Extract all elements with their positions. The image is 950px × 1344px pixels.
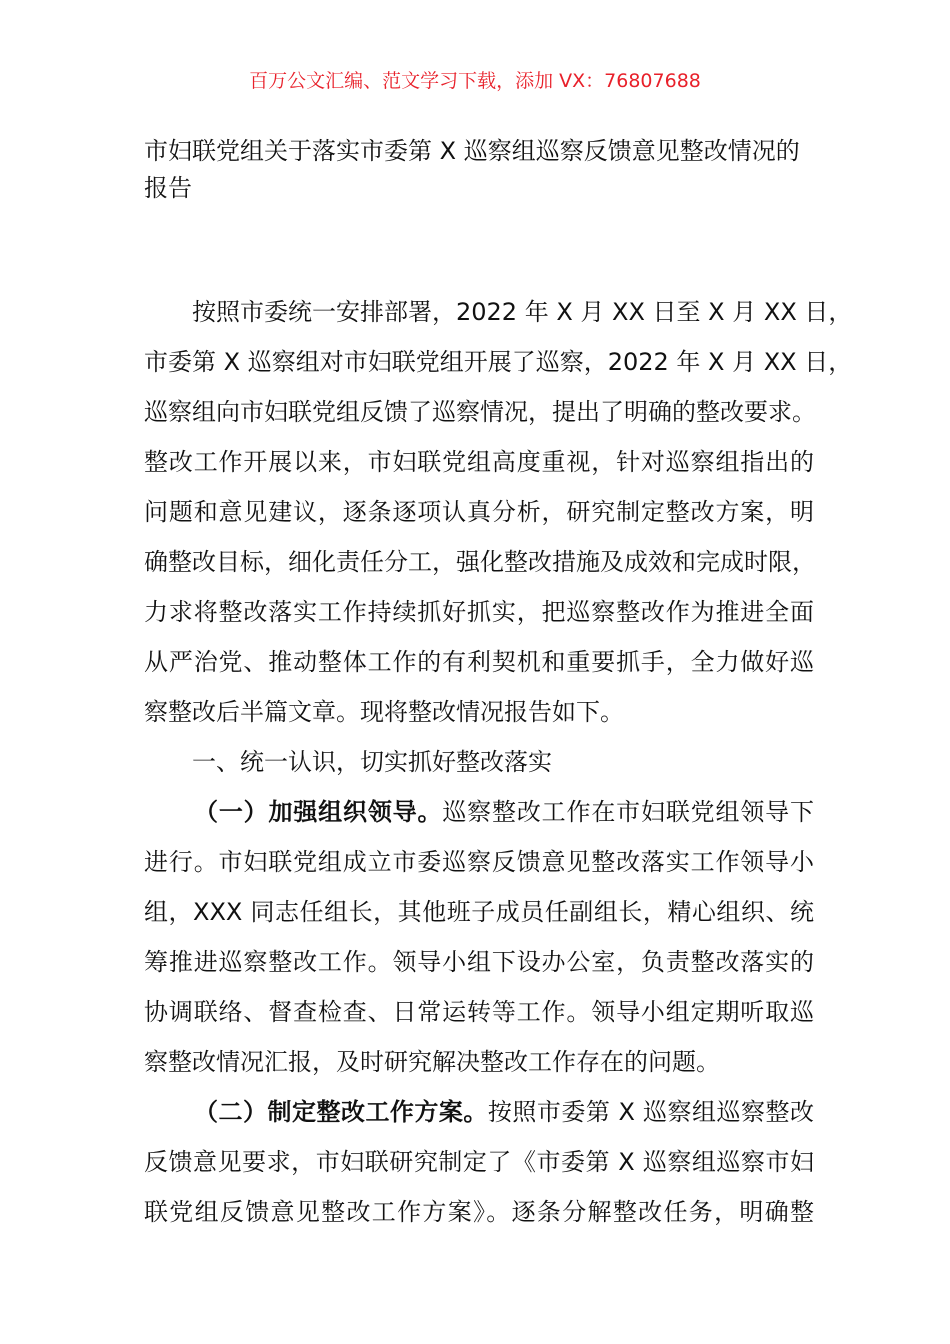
paragraph-line: 市委第 X 巡察组对市妇联党组开展了巡察，2022 年 X 月 XX 日， bbox=[144, 348, 853, 376]
intro-paragraph bbox=[144, 287, 853, 737]
paragraph-line: 组，XXX 同志任组长，其他班子成员任副组长，精心组织、统 bbox=[144, 898, 814, 926]
paragraph-line: 确整改目标，细化责任分工，强化整改措施及成效和完成时限， bbox=[144, 548, 816, 576]
subsection-lead-bold: （一）加强组织领导。 bbox=[194, 798, 443, 826]
title-line: 报告 bbox=[144, 174, 192, 202]
title-spacer bbox=[144, 207, 814, 287]
paragraph-line: 从严治党、推动整体工作的有利契机和重要抓手，全力做好巡 bbox=[144, 648, 814, 676]
paragraph-line: 反馈意见要求，市妇联研究制定了《市委第 X 巡察组巡察市妇 bbox=[144, 1148, 814, 1176]
paragraph-line: 察整改情况汇报，及时研究解决整改工作存在的问题。 bbox=[144, 1048, 720, 1076]
section-heading-1 bbox=[144, 737, 814, 787]
paragraph-line bbox=[144, 1087, 814, 1137]
paragraph-line bbox=[144, 787, 814, 837]
subsection-rectification-plan bbox=[144, 1087, 814, 1237]
document-page bbox=[144, 126, 853, 1237]
watermark-header: 百万公文汇编、范文学习下载，添加 VX：76807688 bbox=[249, 70, 701, 92]
paragraph-line: 筹推进巡察整改工作。领导小组下设办公室，负责整改落实的 bbox=[144, 948, 814, 976]
paragraph-line: 协调联络、督查检查、日常运转等工作。领导小组定期听取巡 bbox=[144, 998, 814, 1026]
paragraph-line: 巡察组向市妇联党组反馈了巡察情况，提出了明确的整改要求。 bbox=[144, 398, 816, 426]
title-line: 市妇联党组关于落实市委第 X 巡察组巡察反馈意见整改情况的 bbox=[144, 137, 800, 165]
section-heading-text: 一、统一认识，切实抓好整改落实 bbox=[192, 748, 552, 776]
paragraph-line: 联党组反馈意见整改工作方案》。逐条分解整改任务，明确整 bbox=[144, 1198, 814, 1226]
document-title bbox=[144, 126, 814, 207]
paragraph-line: 按照市委统一安排部署，2022 年 X 月 XX 日至 X 月 XX 日， bbox=[192, 298, 853, 326]
paragraph-line: 进行。市妇联党组成立市委巡察反馈意见整改落实工作领导小 bbox=[144, 848, 814, 876]
subsection-lead-rest: 巡察整改工作在市妇联党组领导下 bbox=[442, 798, 815, 826]
subsection-lead-rest: 按照市委第 X 巡察组巡察整改 bbox=[487, 1098, 814, 1126]
paragraph-line: 整改工作开展以来，市妇联党组高度重视，针对巡察组指出的 bbox=[144, 448, 814, 476]
paragraph-line: 察整改后半篇文章。现将整改情况报告如下。 bbox=[144, 698, 624, 726]
paragraph-line: 力求将整改落实工作持续抓好抓实，把巡察整改作为推进全面 bbox=[144, 598, 814, 626]
paragraph-line: 问题和意见建议，逐条逐项认真分析，研究制定整改方案，明 bbox=[144, 498, 814, 526]
subsection-organization-leadership bbox=[144, 787, 814, 1087]
subsection-lead-bold: （二）制定整改工作方案。 bbox=[194, 1098, 488, 1126]
